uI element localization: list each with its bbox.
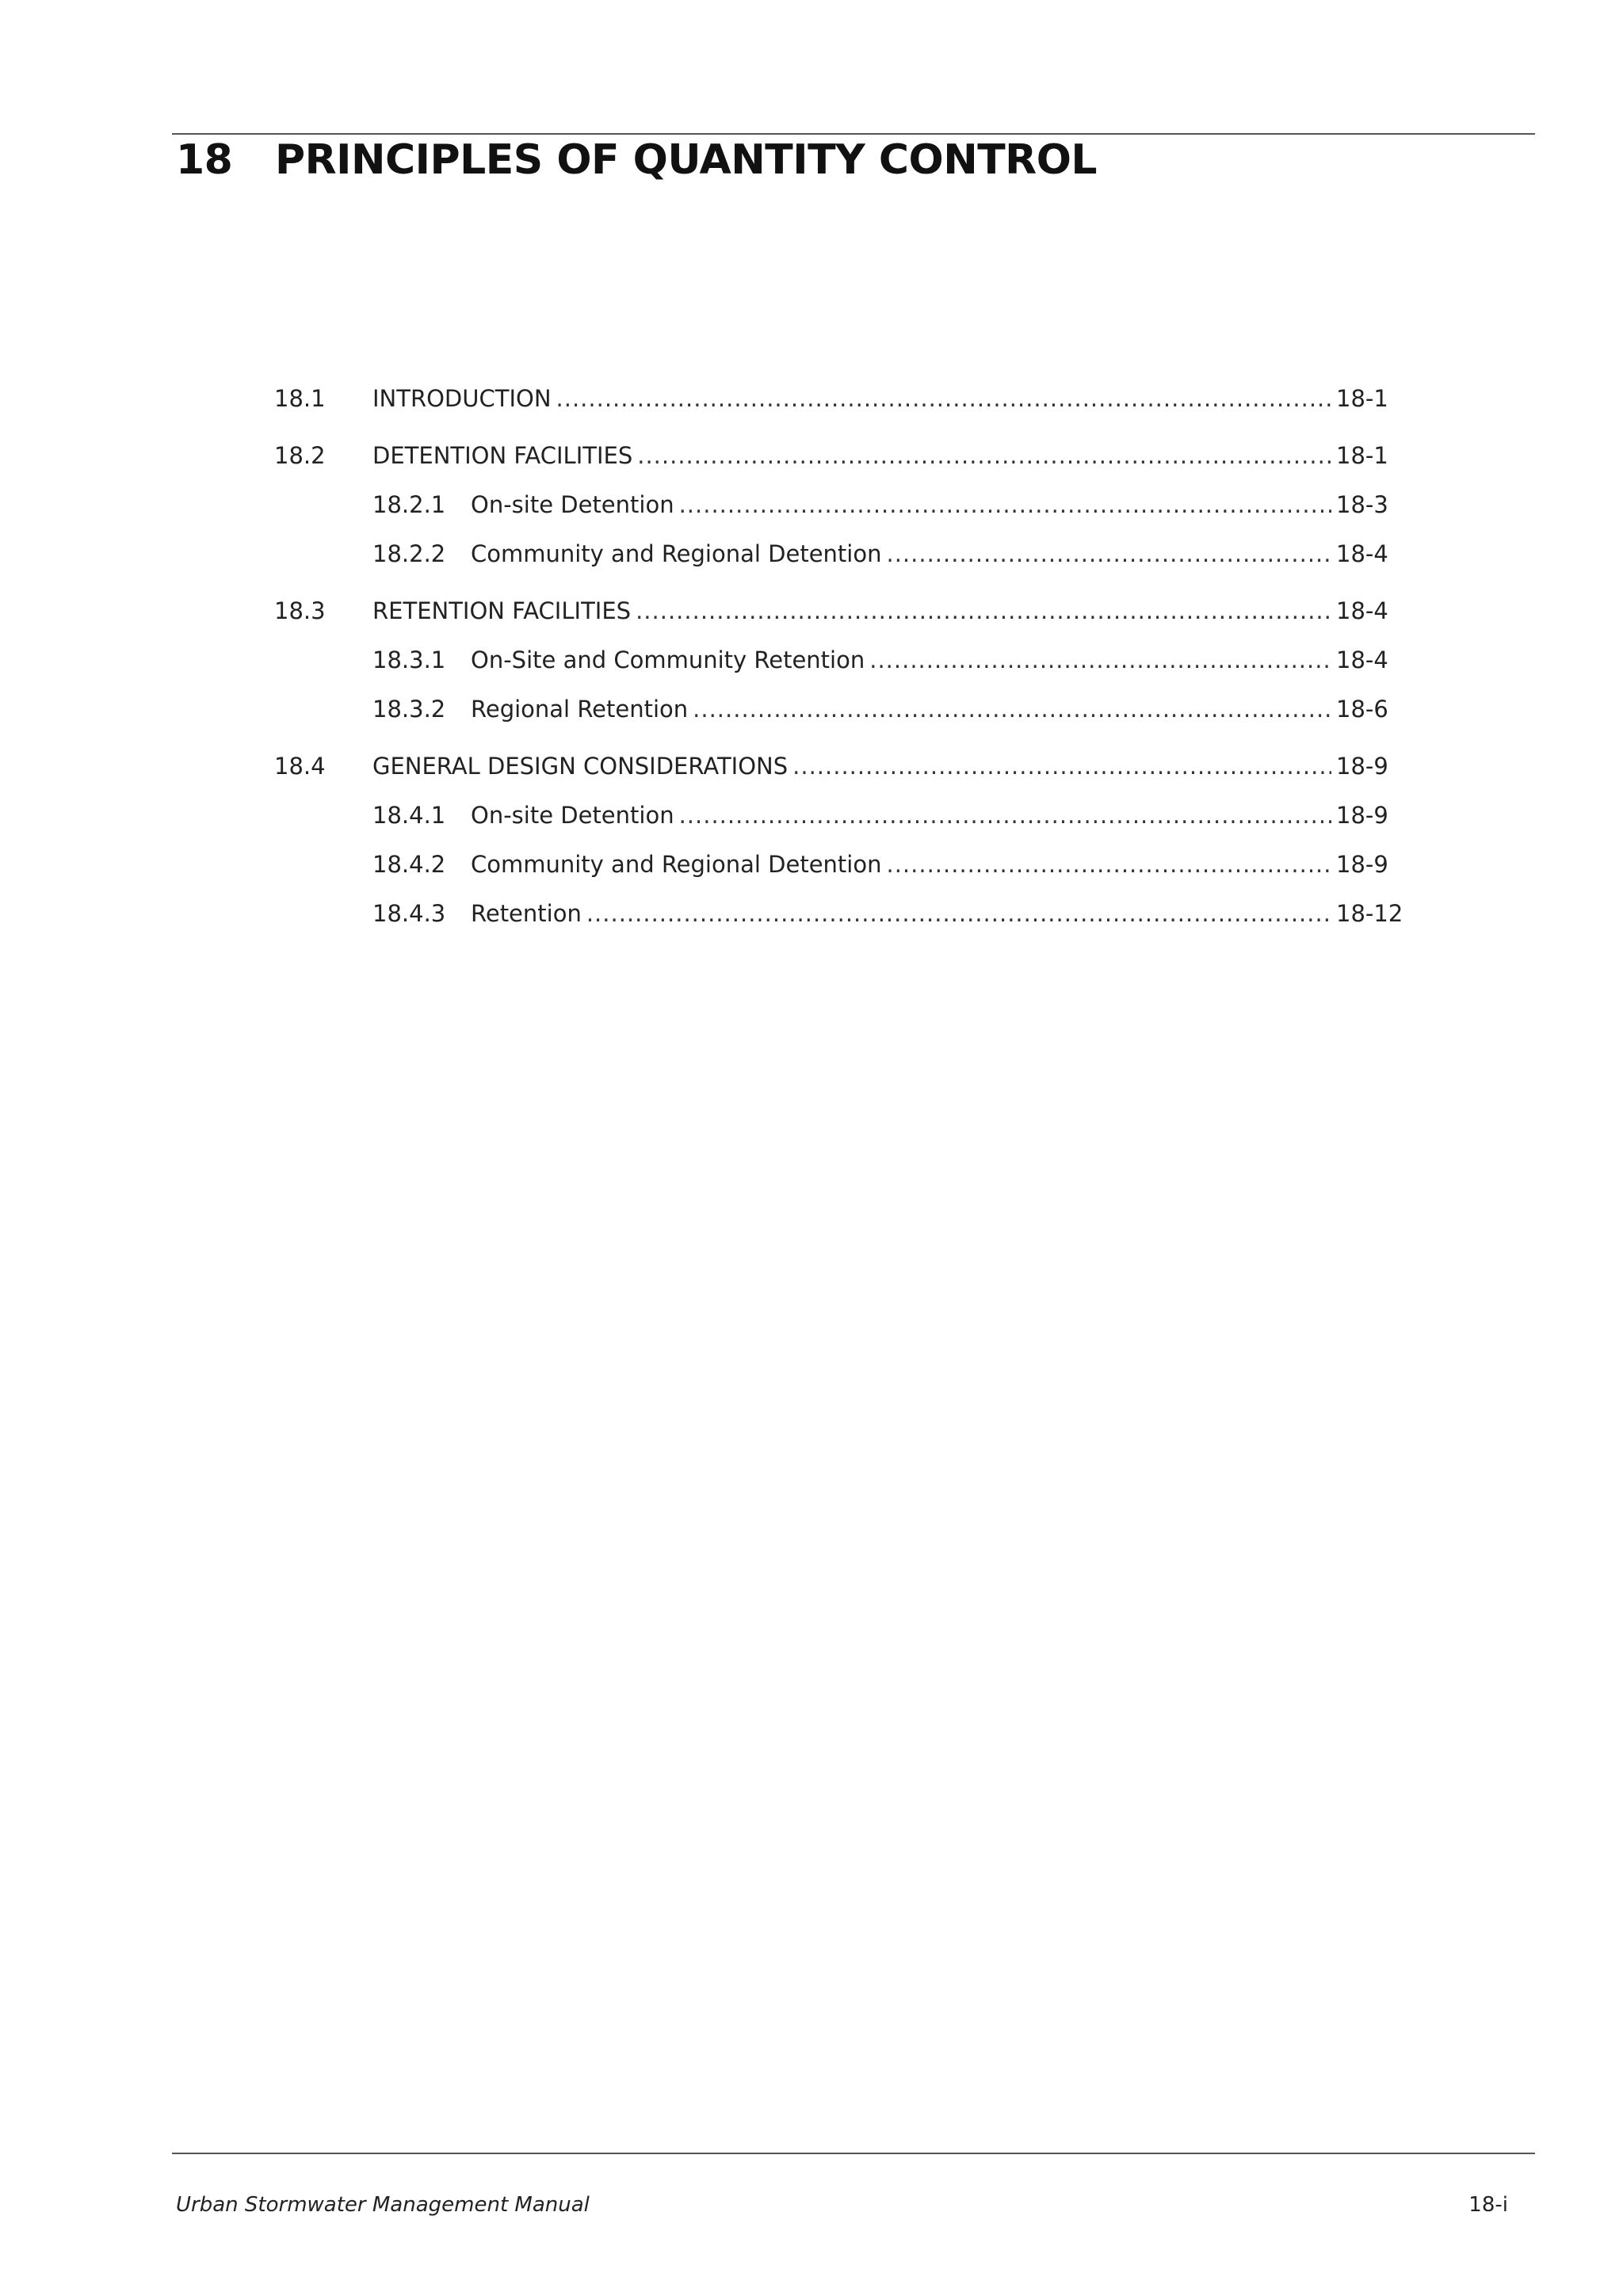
footer-page-number: 18-i [1468,2193,1508,2217]
toc-entry-number: 18.4.3 [372,900,446,927]
toc-entry-title: On-site Detention [471,802,674,829]
toc-entry-body [372,597,1400,625]
toc-entry-title: On-Site and Community Retention [471,646,865,673]
toc-entry-number: 18.4 [274,753,326,780]
toc-entry[interactable] [274,801,1400,830]
toc-entry-number: 18.4.1 [372,802,446,829]
toc-entry[interactable] [274,490,1400,519]
toc-dot-leader [886,540,1331,568]
toc-entry-body [471,646,1400,674]
toc-dot-leader [586,899,1331,928]
toc-entry-title: Community and Regional Detention [471,540,882,567]
toc-entry-page: 18-4 [1336,540,1388,567]
toc-entry-body [471,850,1400,879]
toc-entry-title: On-site Detention [471,491,674,518]
toc-entry[interactable] [274,441,1400,470]
toc-entry-body [471,490,1400,519]
toc-entry-title: RETENTION FACILITIES [372,597,632,624]
toc-entry-number: 18.3.2 [372,696,446,723]
toc-entry-title: INTRODUCTION [372,385,552,412]
toc-entry[interactable] [274,850,1400,879]
toc-entry-number: 18.3 [274,597,326,624]
toc-entry-body [471,801,1400,830]
toc-entry-body [372,441,1400,470]
toc-entry-title: DETENTION FACILITIES [372,442,633,469]
toc-entry-page: 18-9 [1336,753,1388,780]
chapter-heading [176,136,1097,184]
toc-entry-page: 18-1 [1336,385,1388,412]
toc-dot-leader [636,597,1331,625]
toc-entry[interactable] [274,597,1400,625]
toc-dot-leader [637,441,1331,470]
toc-entry[interactable] [274,540,1400,568]
header-rule [172,133,1535,135]
toc-entry[interactable] [274,646,1400,674]
footer-manual-title: Urban Stormwater Management Manual [176,2193,590,2217]
toc-dot-leader [679,801,1331,830]
toc-entry-number: 18.4.2 [372,851,446,878]
table-of-contents [274,384,1403,928]
toc-entry-title: Community and Regional Detention [471,851,882,878]
toc-entry-body [471,695,1400,723]
toc-entry-page: 18-4 [1336,646,1388,673]
toc-entry-body [471,540,1400,568]
toc-dot-leader [886,850,1331,879]
toc-entry-page: 18-3 [1336,491,1388,518]
toc-entry[interactable] [274,695,1400,723]
toc-entry[interactable] [274,752,1400,780]
toc-dot-leader [869,646,1331,674]
toc-entry-body [372,384,1400,413]
toc-entry-page: 18-9 [1336,851,1388,878]
toc-entry-page: 18-1 [1336,442,1388,469]
toc-entry-number: 18.1 [274,385,326,412]
toc-dot-leader [679,490,1331,519]
toc-dot-leader [556,384,1331,413]
toc-entry-page: 18-9 [1336,802,1388,829]
toc-dot-leader [693,695,1331,723]
toc-entry-title: GENERAL DESIGN CONSIDERATIONS [372,753,789,780]
toc-entry-page: 18-6 [1336,696,1388,723]
chapter-number: 18 [176,136,233,184]
toc-entry-number: 18.2.2 [372,540,446,567]
toc-entry-number: 18.2.1 [372,491,446,518]
toc-entry-body [372,752,1400,780]
toc-entry-number: 18.2 [274,442,326,469]
toc-entry-page: 18-4 [1336,597,1388,624]
toc-entry[interactable] [274,384,1400,413]
toc-entry-body [471,899,1403,928]
toc-entry-title: Retention [471,900,582,927]
toc-entry-number: 18.3.1 [372,646,446,673]
chapter-title: PRINCIPLES OF QUANTITY CONTROL [275,136,1098,184]
footer-rule [172,2153,1535,2154]
toc-entry-title: Regional Retention [471,696,689,723]
toc-entry-page: 18-12 [1336,900,1403,927]
toc-entry[interactable] [274,899,1403,928]
toc-dot-leader [792,752,1331,780]
